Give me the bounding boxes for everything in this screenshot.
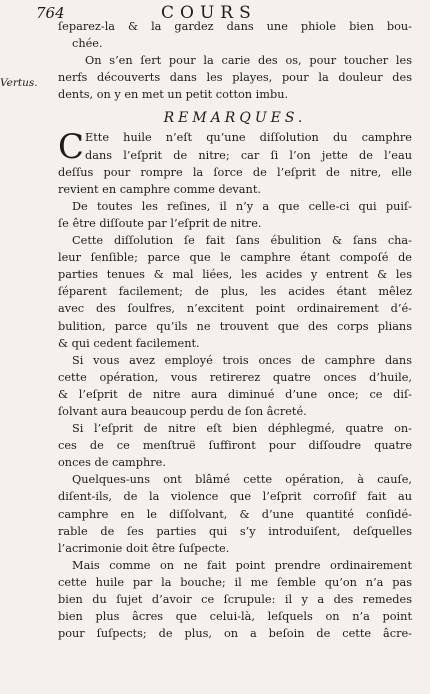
text-line: & qui cedent facilement. [58, 336, 200, 350]
text-line: Cette diſſolution ſe fait ſans ébulition & ſans cha- [72, 234, 412, 248]
running-title: COURS [161, 3, 257, 23]
text-line: ſéparent facilement; de plus, les acides étant mêlez [58, 285, 412, 299]
text-line: bien plus âcres que celui-là, leſquels on n’a point [58, 610, 412, 624]
text-line: l’acrimonie doit être ſuſpecte. [58, 541, 230, 555]
text-line: On s’en ſert pour la carie des os, pour toucher les [85, 54, 412, 68]
text-line: camphre en le diſſolvant, & d’une quantité conſidé- [58, 507, 412, 521]
text-line: ces de ce menſtruë ſuffiront pour diſſoudre quatre [58, 439, 412, 453]
text-line: nerfs découverts dans les playes, pour la douleur des [58, 71, 412, 85]
text-line: dans l’eſprit de nitre; car ſi l’on jette de l’eau [85, 148, 412, 162]
drop-cap: C [58, 127, 85, 168]
text-body [58, 18, 412, 642]
text-line: & l’eſprit de nitre aura diminué d’une once; ce diſ- [58, 387, 412, 401]
text-line: rable de ſes parties qui s’y introduiſent, deſquelles [58, 524, 412, 538]
text-line: diſent-ils, de la violence que l’eſprit corroſif fait au [58, 490, 412, 504]
text-line: ſeparez-la & la gardez dans une phiole bien bou- [58, 20, 412, 33]
text-line: deſſus pour rompre la ſorce de l’eſprit de nitre, elle [58, 165, 412, 179]
first-paragraph [58, 127, 412, 168]
margin-note: Vertus. [0, 77, 38, 89]
text-line: cette huile par la bouche; il me ſemble qu’on n’a pas [58, 575, 412, 589]
text-line: leur ſenſible; parce que le camphre étant compoſé de [58, 251, 412, 265]
text-line: Mais comme on ne fait point prendre ordinairement [72, 558, 412, 572]
text-line: Quelques-uns ont blâmé cette opération, à cauſe, [72, 473, 412, 487]
text-line: pour ſuſpects; de plus, on a beſoin de cette âcre- [58, 627, 412, 641]
text-line: Si vous avez employé trois onces de camphre dans [72, 353, 412, 367]
text-line: revient en camphre comme devant. [58, 182, 261, 196]
section-title: REMARQUES. [163, 110, 307, 127]
text-line: Ette huile n’eſt qu’une diſſolution du camphre [85, 131, 412, 145]
text-line: De toutes les reſines, il n’y a que celle-ci qui puiſ- [72, 199, 412, 213]
text-line: bien du ſujet d’avoir ce ſcrupule: il y a des remedes [58, 593, 412, 606]
text-line: cette opération, vous retirerez quatre onces d’huile, [58, 370, 412, 384]
text-line: ſolvant aura beaucoup perdu de ſon âcreté. [58, 404, 307, 418]
text-line: parties tenues & mal liées, les acides y entrent & les [58, 268, 412, 282]
page-number: 764 [36, 4, 65, 22]
text-line: ſe être diſſoute par l’eſprit de nitre. [58, 216, 262, 230]
text-line: dents, on y en met un petit cotton imbu. [58, 88, 289, 102]
text-line: Si l’eſprit de nitre eſt bien déphlegmé, quatre on- [72, 422, 412, 436]
text-line: onces de camphre. [58, 456, 166, 470]
text-line: chée. [72, 37, 103, 51]
text-line: avec des ſoulfres, n’excitent point ordinairement d’é- [58, 302, 412, 316]
text-line: bulition, parce qu’ils ne trouvent que des corps plians [58, 319, 412, 333]
